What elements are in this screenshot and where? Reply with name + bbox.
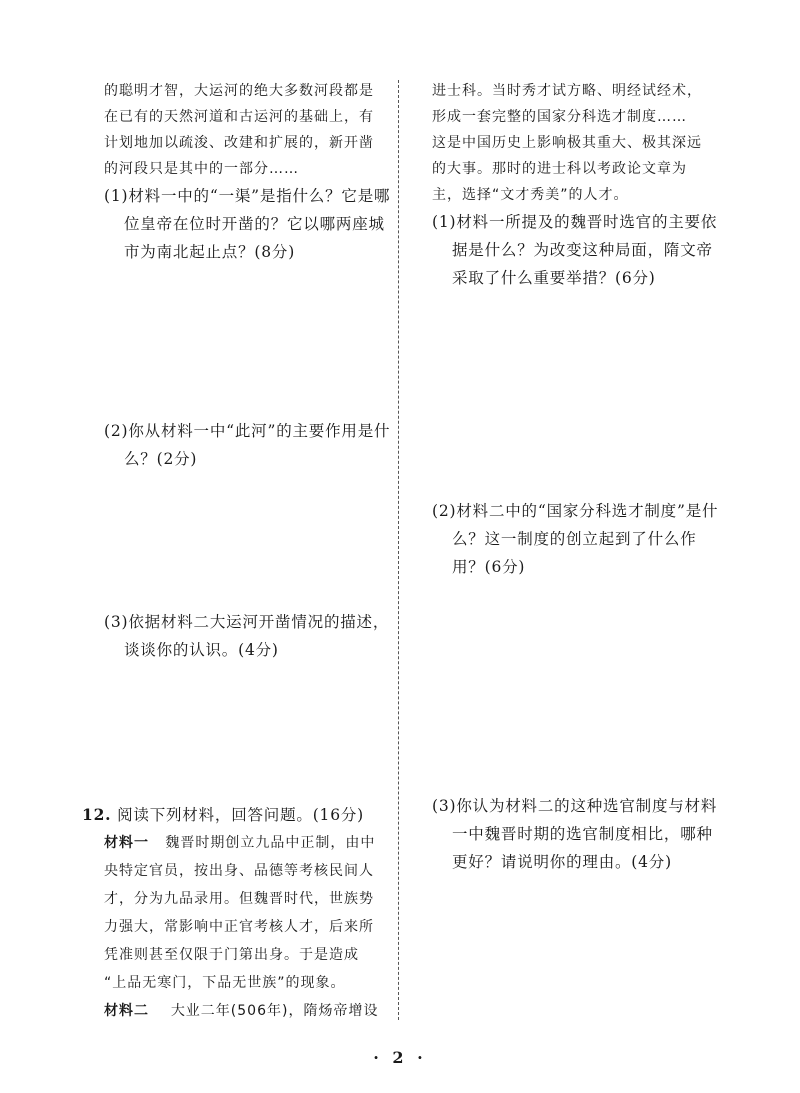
answer-space: [432, 581, 744, 792]
material-text: 魏晋时期创立九品中正制，由中: [165, 835, 376, 851]
text-line: 计划地加以疏浚、改建和扩展的，新开凿: [104, 135, 374, 151]
question-12-3: [432, 792, 744, 876]
material-line: “上品无寒门，下品无世族”的现象。: [104, 975, 346, 991]
material-one: [104, 829, 416, 1025]
text-line: 形成一套完整的国家分科选才制度……: [432, 109, 687, 125]
question-11-1: [104, 182, 416, 266]
question-12: [82, 801, 416, 829]
question-prompt: 阅读下列材料，回答问题。(16分): [117, 806, 365, 824]
text-line: 主，选择“文才秀美”的人才。: [432, 187, 629, 203]
material-line: [104, 997, 416, 1025]
answer-space: [104, 664, 416, 801]
question-line: 谈谈你的认识。(4分): [124, 641, 279, 659]
text-line: 进士科。当时秀才试方略、明经试经术，: [432, 83, 702, 99]
text-line: 的聪明才智，大运河的绝大多数河段都是: [104, 83, 374, 99]
page-number: · 2 ·: [373, 1048, 427, 1067]
answer-space: [104, 266, 416, 417]
question-12-heading: [82, 801, 416, 829]
material-line: 央特定官员，按出身、品德等考核民间人: [104, 863, 374, 879]
question-11-2: [104, 417, 416, 473]
question-line: 么？这一制度的创立起到了什么作: [452, 530, 697, 548]
question-line: 位皇帝在位时开凿的？它以哪两座城: [124, 215, 385, 233]
question-line: 更好？请说明你的理由。(4分): [452, 853, 672, 871]
question-line: 市为南北起止点？(8分): [124, 243, 296, 261]
question-line: (3)依据材料二大运河开凿情况的描述，: [104, 613, 390, 631]
material-line: [104, 829, 416, 857]
text-line: 这是中国历史上影响极其重大、极其深远: [432, 135, 702, 151]
text-line: 的河段只是其中的一部分……: [104, 161, 299, 177]
question-line: (1)材料一中的“一渠”是指什么？它是哪: [104, 187, 391, 205]
answer-space: [432, 292, 744, 497]
question-line: 用？(6分): [452, 558, 526, 576]
text-line: 的大事。那时的进士科以考政论文章为: [432, 161, 687, 177]
material-label: 材料二: [104, 1003, 149, 1019]
answer-space: [104, 473, 416, 608]
right-intro-material: [432, 78, 744, 208]
question-line: 一中魏晋时期的选官制度相比，哪种: [452, 825, 713, 843]
right-column: [432, 78, 744, 876]
question-11-3: [104, 608, 416, 664]
question-line: (3)你认为材料二的这种选官制度与材料: [432, 797, 718, 815]
material-text: 大业二年(506年)，隋炀帝增设: [170, 1003, 379, 1019]
material-line: 凭准则甚至仅限于门第出身。于是造成: [104, 947, 359, 963]
left-column: [82, 78, 416, 1025]
question-number: 12.: [82, 805, 112, 824]
material-label: 材料一: [104, 835, 149, 851]
question-line: 采取了什么重要举措？(6分): [452, 269, 656, 287]
material-line: 才，分为九品录用。但魏晋时代，世族势: [104, 891, 374, 907]
question-line: 么？(2分): [124, 450, 198, 468]
question-12-1: [432, 208, 744, 292]
question-line: (2)材料二中的“国家分科选才制度”是什: [432, 502, 719, 520]
text-line: 在已有的天然河道和古运河的基础上，有: [104, 109, 374, 125]
question-line: (2)你从材料一中“此河”的主要作用是什: [104, 422, 391, 440]
material-line: 力强大，常影响中正官考核人才，后来所: [104, 919, 374, 935]
left-intro-material: [104, 78, 416, 182]
question-line: (1)材料一所提及的魏晋时选官的主要依: [432, 213, 718, 231]
question-line: 据是什么？为改变这种局面，隋文帝: [452, 241, 713, 259]
question-12-2: [432, 497, 744, 581]
